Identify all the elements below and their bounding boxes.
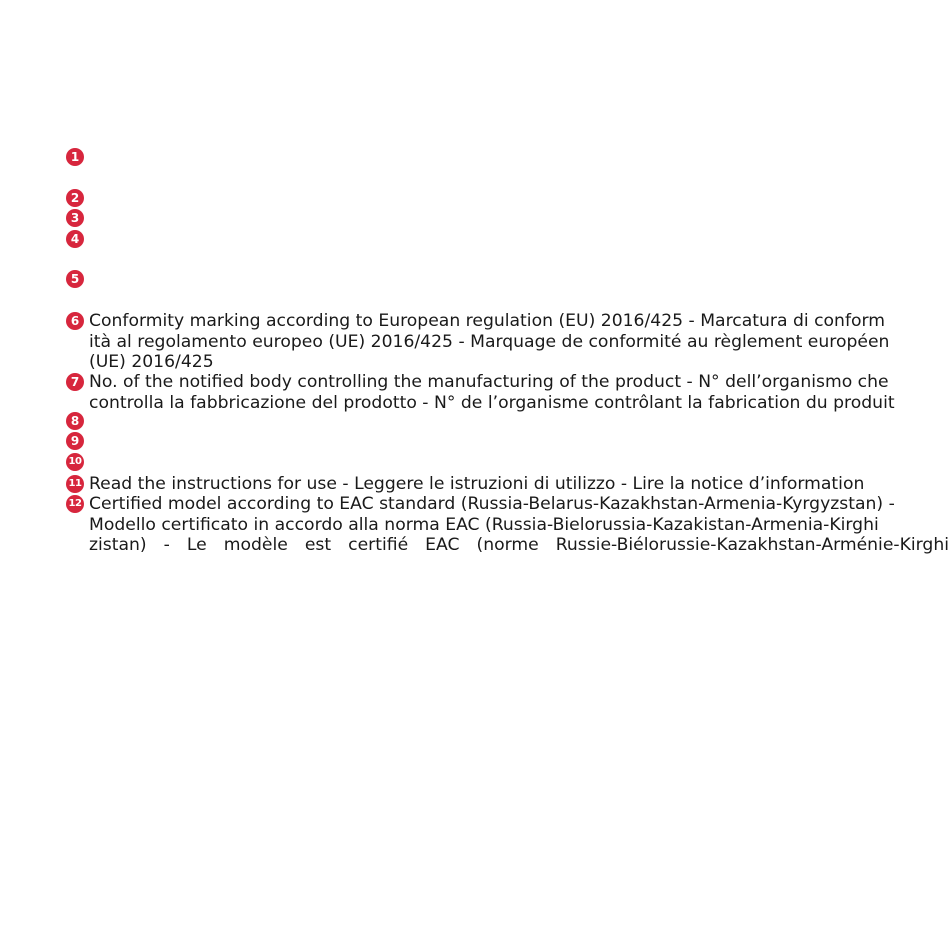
number-badge-11: 11 [66,475,84,493]
text-line: ità al regolamento europeo (UE) 2016/425 - Marquage de conformité au règlement européen [89,331,890,352]
number-badge-2: 2 [66,189,84,207]
legend-text-11 [89,474,949,495]
text-line: Conformity marking according to European regulation (EU) 2016/425 - Marcatura di conform [89,311,886,331]
number-badge-6: 6 [66,312,84,330]
text-line: zistan) - Le modèle est certifié EAC (norme Russie-Biélorussie-Kazakhstan-Arménie-Kirghi [89,535,949,555]
number-badge-3: 3 [66,209,84,227]
text-line: Certified model according to EAC standard (Russia-Belarus-Kazakhstan-Armenia-Kyrgyzstan) - [89,494,895,514]
number-badge-1: 1 [66,148,84,166]
legend-text-6 [89,311,949,373]
number-badge-5: 5 [66,270,84,288]
text-line: controlla la fabbricazione del prodotto - N° de l’organisme contrôlant la fabrication du produit [89,392,895,413]
number-badge-4: 4 [66,230,84,248]
number-badge-8: 8 [66,412,84,430]
number-badge-12: 12 [66,495,84,513]
text-line: Modello certificato in accordo alla norma EAC (Russia-Bielorussia-Kazakistan-Armenia-Kirghi [89,514,879,535]
text-line: No. of the notified body controlling the manufacturing of the product - N° dell’organismo che [89,372,889,392]
number-badge-10: 10 [66,453,84,471]
text-line: (UE) 2016/425 [89,352,214,372]
legend-text-12 [89,494,949,556]
legend-text-7 [89,372,949,413]
text-line: Read the instructions for use - Leggere le istruzioni di utilizzo - Lire la notice d’information [89,474,865,494]
number-badge-7: 7 [66,373,84,391]
number-badge-9: 9 [66,432,84,450]
